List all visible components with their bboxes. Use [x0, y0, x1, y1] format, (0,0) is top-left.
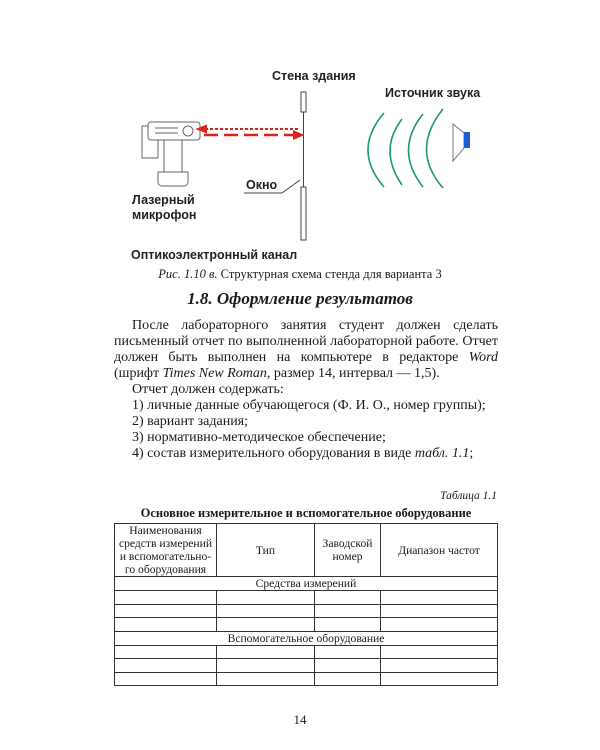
cell — [315, 604, 381, 618]
header-cell: Тип — [217, 524, 315, 577]
item4-end: ; — [469, 446, 474, 461]
section-cell: Вспомогательное оборудование — [115, 631, 498, 645]
list-item: 2) вариант задания; — [132, 414, 249, 429]
cell — [315, 672, 381, 686]
label-mic-2: микрофон — [132, 208, 197, 222]
cell — [115, 659, 217, 673]
header-cell: Заводской номер — [315, 524, 381, 577]
section-cell: Средства измерений — [115, 577, 498, 591]
speaker-icon — [453, 124, 470, 161]
label-wall: Стена здания — [272, 69, 356, 83]
cell — [217, 604, 315, 618]
cell — [115, 672, 217, 686]
table-row — [115, 659, 498, 673]
section-row — [115, 577, 498, 591]
table-row — [115, 591, 498, 605]
wall — [244, 92, 306, 240]
cell — [217, 659, 315, 673]
label-source: Источник звука — [385, 86, 481, 100]
p1-mid: (шрифт — [114, 366, 163, 381]
cell — [381, 604, 498, 618]
p1-end: , размер 14, интервал — 1,5). — [266, 366, 440, 381]
cell — [217, 591, 315, 605]
paragraph-1 — [114, 318, 498, 382]
laser-microphone-icon — [142, 122, 200, 186]
label-mic-1: Лазерный — [132, 193, 195, 207]
cell — [115, 591, 217, 605]
table-header-row — [115, 524, 498, 577]
table-title: Основное измерительное и вспомогательное оборудование — [140, 506, 472, 520]
table-number: Таблица 1.1 — [440, 490, 497, 502]
section-row — [115, 631, 498, 645]
cell — [381, 659, 498, 673]
list-item: 3) нормативно-методическое обеспечение; — [132, 430, 386, 445]
item4-text: 4) состав измерительного оборудования в виде — [132, 446, 415, 461]
section-title: 1.8. Оформление результатов — [187, 289, 413, 308]
cell — [217, 672, 315, 686]
cell — [217, 618, 315, 632]
header-cell: Диапазон частот — [381, 524, 498, 577]
paragraph-2: Отчет должен содержать: — [132, 382, 284, 397]
list-item — [114, 446, 498, 462]
cell — [217, 645, 315, 659]
cell — [315, 659, 381, 673]
header-cell: Наименования средств измерений и вспомогательно-го оборудования — [115, 524, 217, 577]
cell — [315, 618, 381, 632]
p1-text: После лабораторного занятия студент должен сделать письменный отчет по выполненной лабораторной работе. Отчет должен быть выполнен на компьютере в редакторе — [114, 318, 498, 365]
cell — [115, 604, 217, 618]
equipment-table — [114, 523, 498, 686]
table-row — [115, 618, 498, 632]
cell — [315, 645, 381, 659]
label-channel: Оптикоэлектронный канал — [131, 248, 298, 262]
p1-font: Times New Roman — [162, 366, 267, 381]
item4-ref: табл. 1.1 — [414, 446, 470, 461]
p1-word: Word — [468, 350, 498, 365]
table-row — [115, 645, 498, 659]
figure-diagram — [0, 0, 600, 290]
table-row — [115, 604, 498, 618]
cell — [381, 618, 498, 632]
caption-text: Структурная схема стенда для варианта 3 — [217, 267, 442, 281]
cell — [115, 618, 217, 632]
figure-caption — [0, 267, 600, 282]
caption-number: Рис. 1.10 в. — [158, 267, 218, 281]
cell — [315, 591, 381, 605]
sound-waves-icon — [368, 109, 443, 188]
cell — [381, 672, 498, 686]
cell — [115, 645, 217, 659]
page-number: 14 — [293, 712, 307, 727]
cell — [381, 645, 498, 659]
cell — [381, 591, 498, 605]
table-row — [115, 672, 498, 686]
laser-beam — [198, 126, 302, 139]
list-item: 1) личные данные обучающегося (Ф. И. О., номер группы); — [132, 398, 486, 413]
body-text — [114, 318, 498, 462]
label-window: Окно — [246, 178, 278, 192]
